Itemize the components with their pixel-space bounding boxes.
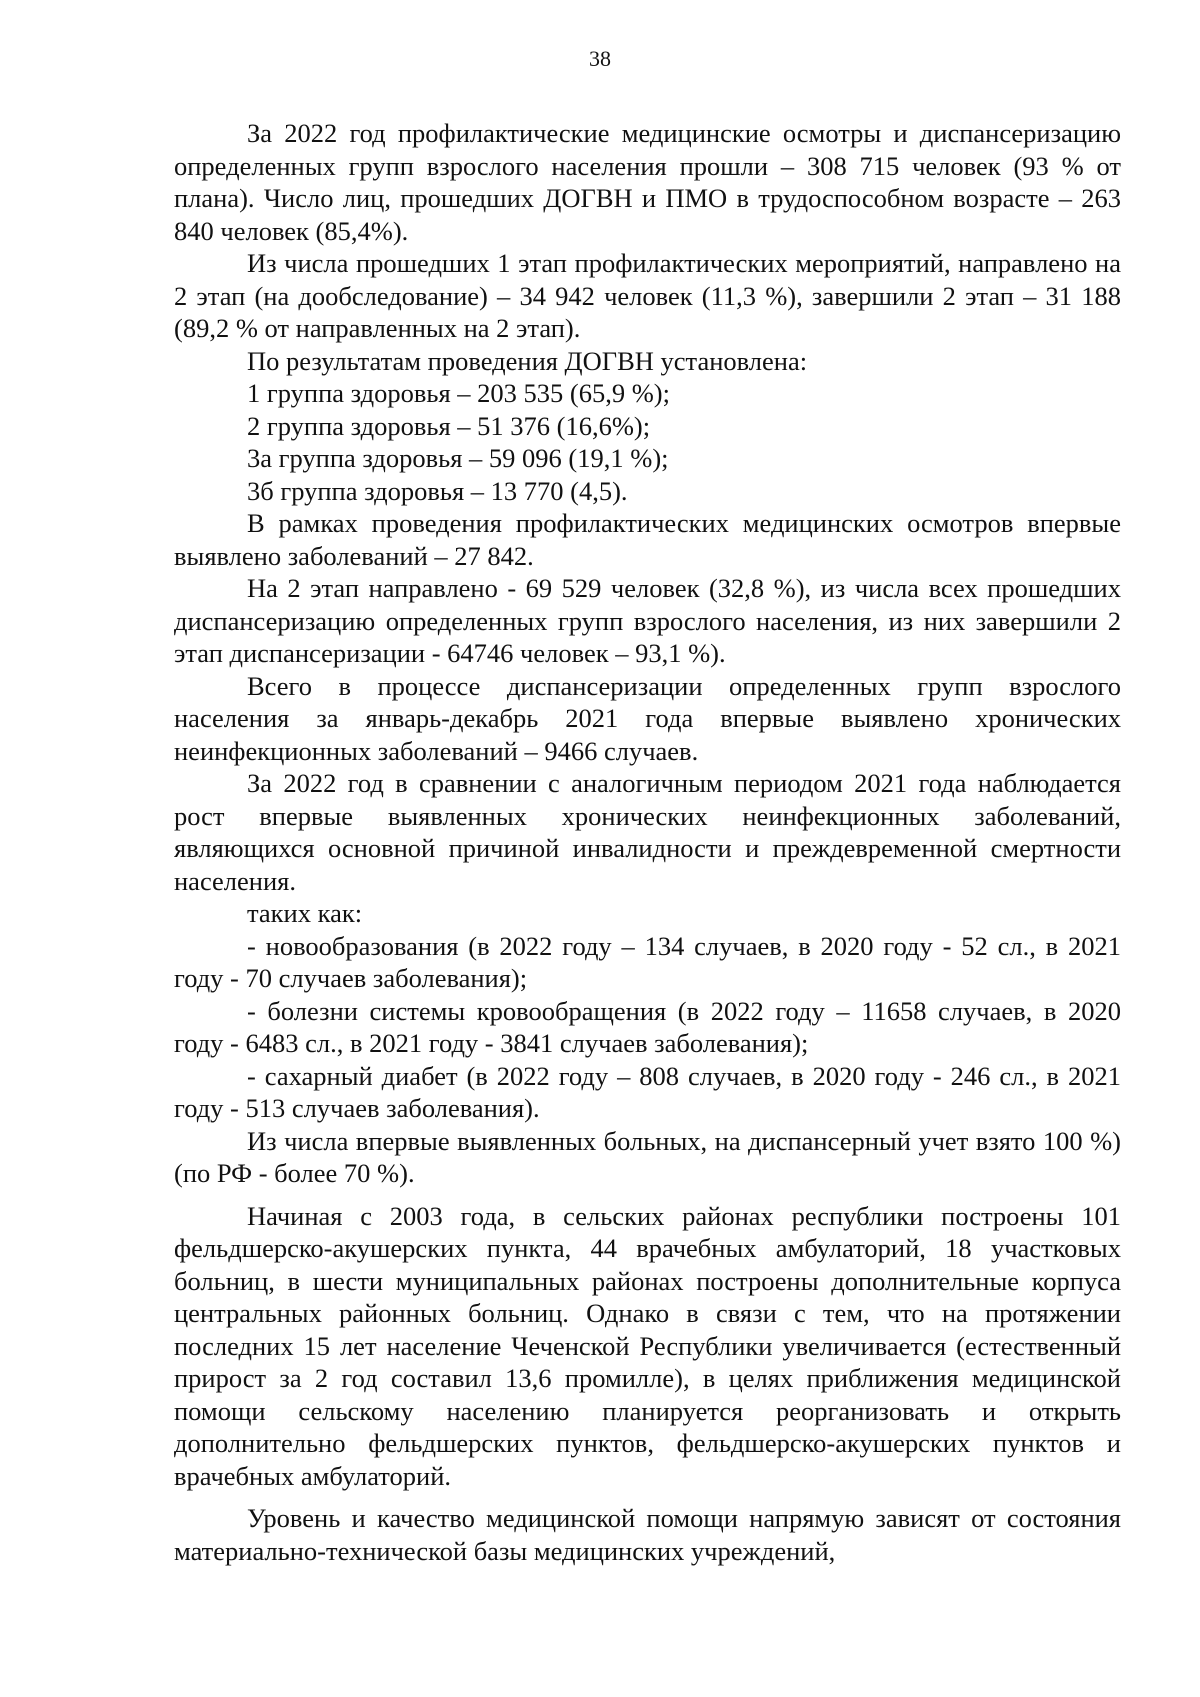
paragraph-care-quality: Уровень и качество медицинской помощи напрямую зависят от состояния материально-технической базы медицинских учреждений,	[174, 1503, 1121, 1566]
paragraph-results-intro: По результатам проведения ДОГВН установлена:	[247, 345, 808, 376]
page-number: 38	[589, 46, 611, 71]
paragraph-rural-facilities: Начиная с 2003 года, в сельских районах республики построены 101 фельдшерско-акушерских пункта, 44 врачебных амбулаторий, 18 участковых больниц, в шести муниципальных районах построены дополнительные корпуса центральных районных больниц. Однако в связи с тем, что на протяжении последних 15 лет население Чеченской Республики увеличивается (естественный прирост за 2 год составил 13,6 промилле), в целях приближения медицинской помощи сельскому населению планируется реорганизовать и открыть дополнительно фельдшерских пунктов, фельдшерско-акушерских пунктов и врачебных амбулаторий.	[174, 1200, 1121, 1491]
list-item-diabetes: - сахарный диабет (в 2022 году – 808 случаев, в 2020 году - 246 сл., в 2021 году - 513 случаев заболевания).	[174, 1060, 1121, 1123]
health-group-1: 1 группа здоровья – 203 535 (65,9 %);	[247, 378, 670, 408]
list-item-neoplasms: - новообразования (в 2022 году – 134 случаев, в 2020 году - 52 сл., в 2021 году - 70 случаев заболевания);	[174, 930, 1121, 993]
paragraph-dispensary-totals: За 2022 год профилактические медицинские осмотры и диспансеризацию определенных групп взрослого населения прошли – 308 715 человек (93 % от плана). Число лиц, прошедших ДОГВН и ПМО в трудоспособном возрасте – 263 840 человек (85,4%).	[174, 118, 1121, 246]
health-group-3a: 3а группа здоровья – 59 096 (19,1 %);	[247, 443, 669, 473]
paragraph-chronic-diseases: Всего в процессе диспансеризации определенных групп взрослого населения за январь-декабрь 2021 года впервые выявлено хронических неинфекционных заболеваний – 9466 случаев.	[174, 670, 1121, 766]
paragraph-stage-two: Из числа прошедших 1 этап профилактических мероприятий, направлено на 2 этап (на дообследование) – 34 942 человек (11,3 %), завершили 2 этап – 31 188 (89,2 % от направленных на 2 этап).	[174, 248, 1121, 343]
document-body	[174, 117, 1121, 1567]
health-group-2: 2 группа здоровья – 51 376 (16,6%);	[247, 410, 651, 441]
paragraph-dispensary-registration: Из числа впервые выявленных больных, на диспансерный учет взято 100 %) (по РФ - более 70 %).	[174, 1125, 1121, 1188]
paragraph-diseases-detected: В рамках проведения профилактических медицинских осмотров впервые выявлено заболеваний – 27 842.	[174, 508, 1121, 571]
paragraph-stage-two-referrals: На 2 этап направлено - 69 529 человек (32,8 %), из числа всех прошедших диспансеризацию определенных групп взрослого населения, из них завершили 2 этап диспансеризации - 64746 человек – 93,1 %).	[174, 573, 1121, 668]
paragraph-such-as: таких как:	[247, 898, 363, 928]
health-group-3b: 3б группа здоровья – 13 770 (4,5).	[247, 475, 628, 506]
paragraph-growth-comparison: За 2022 год в сравнении с аналогичным периодом 2021 года наблюдается рост впервые выявленных хронических неинфекционных заболеваний, являющихся основной причиной инвалидности и преждевременной смертности населения.	[174, 768, 1121, 896]
list-item-circulatory: - болезни системы кровообращения (в 2022 году – 11658 случаев, в 2020 году - 6483 сл., в 2021 году - 3841 случаев заболевания);	[174, 995, 1121, 1058]
